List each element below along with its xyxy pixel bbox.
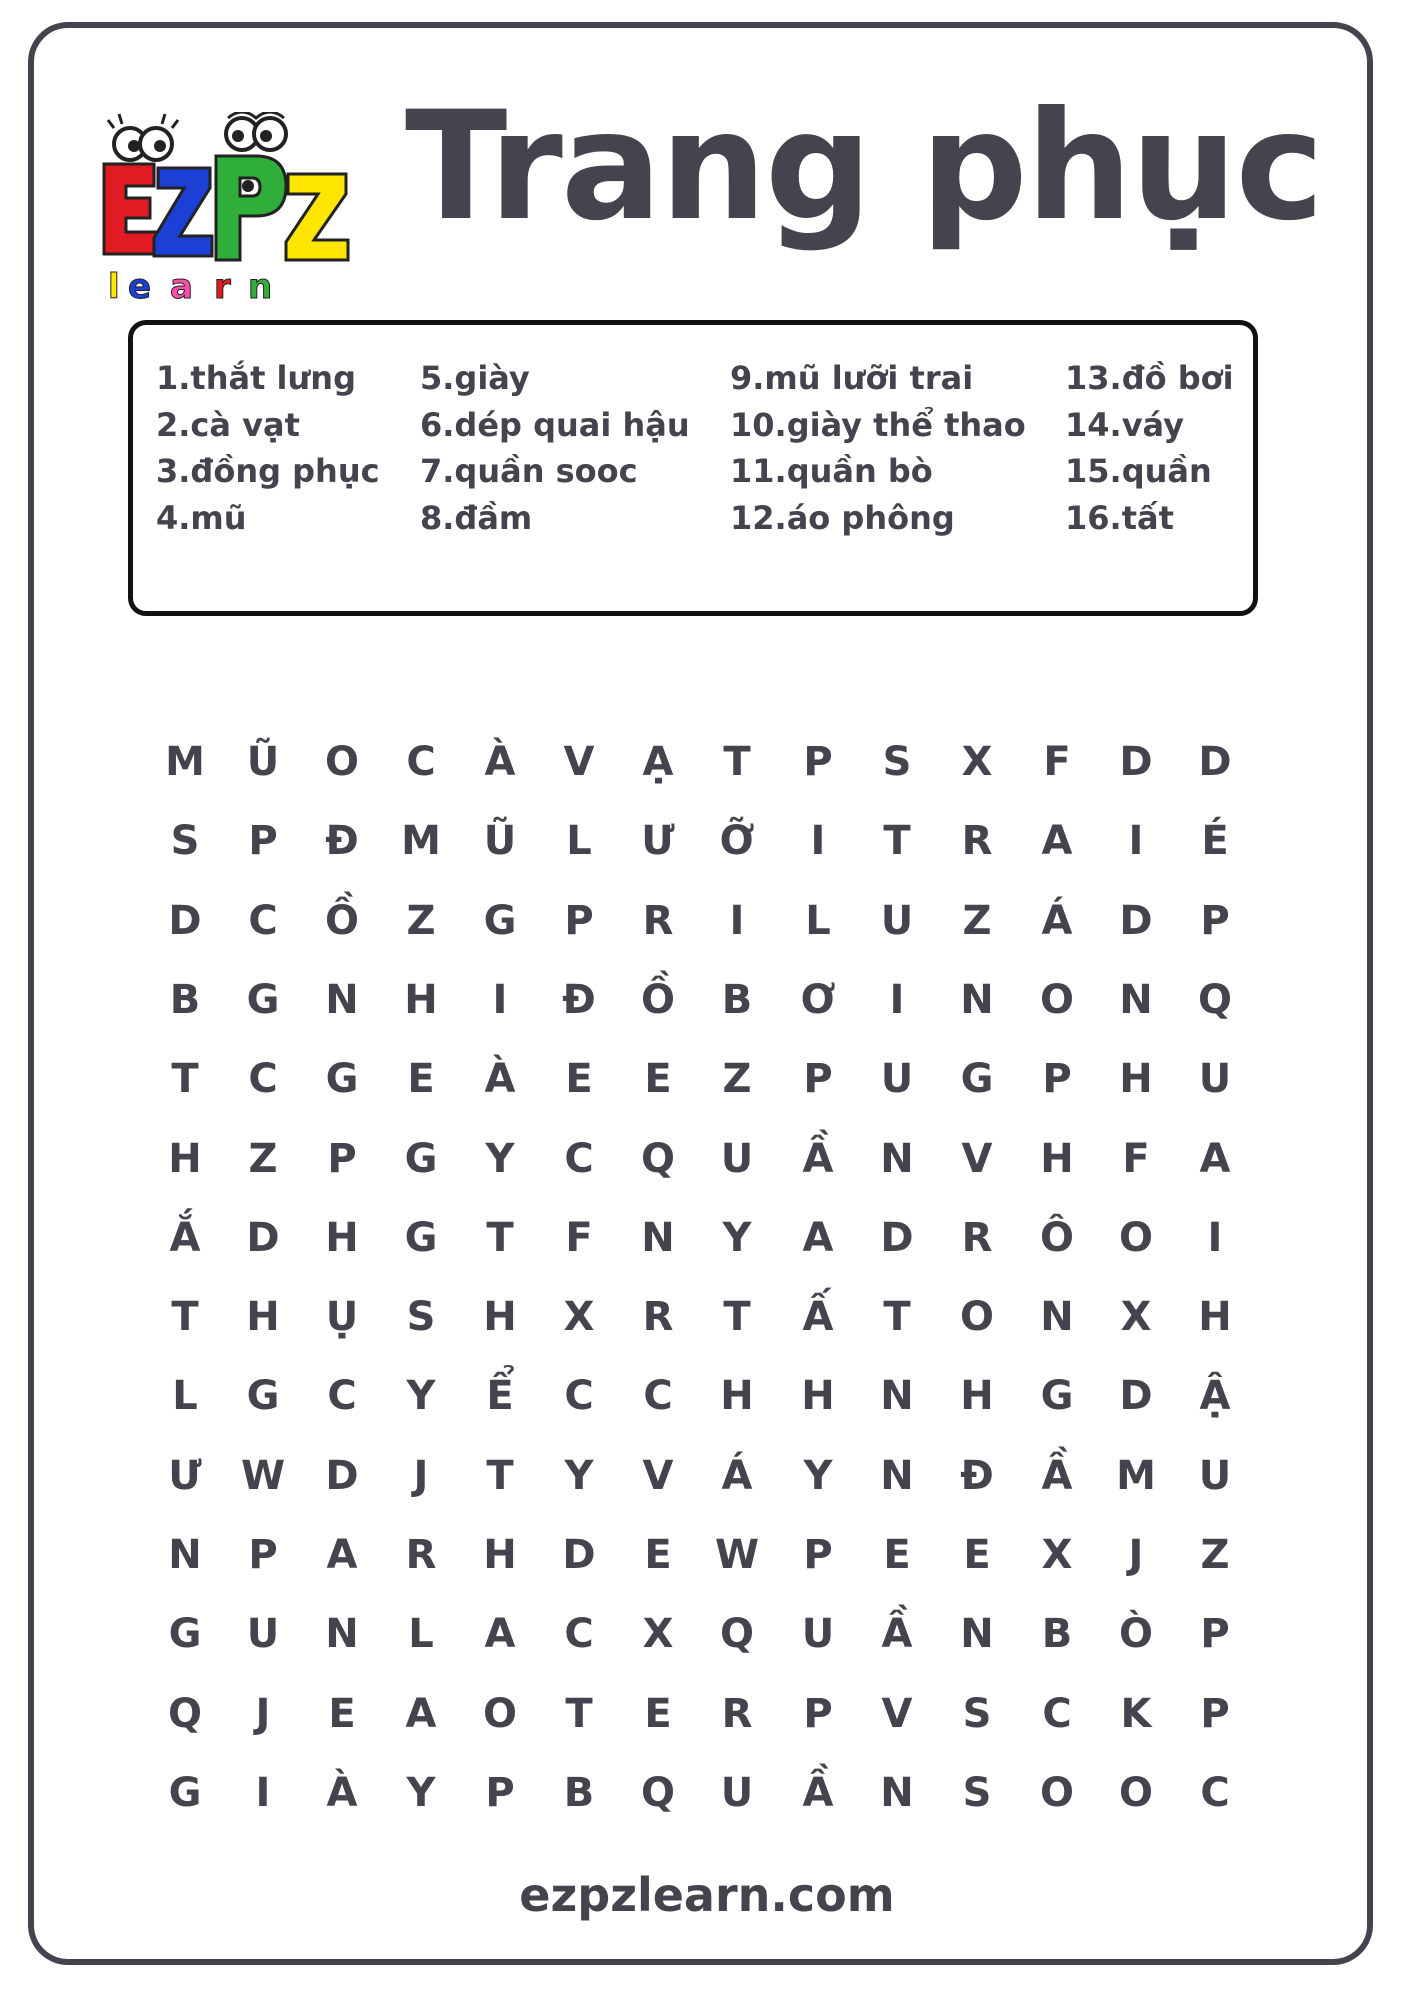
word-column-3 xyxy=(730,355,1026,541)
grid-cell[interactable]: V xyxy=(563,739,595,785)
grid-cell[interactable]: T xyxy=(883,1294,911,1341)
grid-cell[interactable]: A xyxy=(802,1214,834,1261)
grid-cell[interactable]: D xyxy=(246,1214,280,1261)
grid-cell[interactable]: B xyxy=(1041,1611,1073,1658)
grid-row xyxy=(150,1039,1250,1119)
grid-cell[interactable]: Ỡ xyxy=(719,818,755,865)
grid-cell[interactable]: P xyxy=(1042,1056,1072,1103)
grid-cell[interactable]: T xyxy=(171,1056,199,1103)
grid-cell[interactable]: N xyxy=(325,976,359,1023)
grid-row xyxy=(150,1356,1250,1436)
word-item: 14.váy xyxy=(1065,405,1185,444)
grid-cell[interactable]: G xyxy=(404,1214,438,1261)
grid-cell[interactable]: E xyxy=(963,1532,991,1578)
grid-cell[interactable]: N xyxy=(880,1452,914,1499)
grid-cell[interactable]: N xyxy=(960,976,994,1023)
grid-cell[interactable]: Z xyxy=(722,1056,752,1103)
grid-cell[interactable]: Ầ xyxy=(1041,1452,1073,1499)
grid-cell[interactable]: C xyxy=(248,897,278,944)
word-item: 16.tất xyxy=(1065,498,1174,537)
word-item: 3.đồng phục xyxy=(156,452,380,490)
grid-cell[interactable]: G xyxy=(246,976,280,1023)
svg-text:r: r xyxy=(214,267,231,302)
grid-cell[interactable]: Y xyxy=(406,1769,436,1816)
grid-cell[interactable]: E xyxy=(883,1532,911,1578)
grid-cell[interactable]: Ầ xyxy=(881,1611,913,1658)
grid-cell[interactable]: H xyxy=(1198,1294,1232,1341)
grid-cell[interactable]: Q xyxy=(719,1611,754,1658)
grid-cell[interactable]: Y xyxy=(722,1214,752,1261)
grid-cell[interactable]: U xyxy=(880,1056,914,1103)
grid-cell[interactable]: X xyxy=(642,1611,674,1658)
word-item: 6.dép quai hậu xyxy=(420,405,690,444)
grid-cell[interactable]: G xyxy=(325,1056,359,1103)
grid-cell[interactable]: R xyxy=(642,897,674,944)
grid-row xyxy=(150,1674,1250,1754)
grid-cell[interactable]: E xyxy=(644,1532,672,1578)
grid-cell[interactable]: I xyxy=(255,1769,271,1816)
grid-cell[interactable]: X xyxy=(961,739,993,785)
grid-cell[interactable]: Ắ xyxy=(169,1214,201,1261)
grid-cell[interactable]: E xyxy=(407,1056,435,1103)
grid-cell[interactable]: I xyxy=(810,818,826,865)
grid-cell[interactable]: A xyxy=(1041,818,1073,865)
grid-cell[interactable]: N xyxy=(880,1373,914,1420)
grid-cell[interactable]: O xyxy=(1039,976,1074,1023)
grid-cell[interactable]: Ạ xyxy=(642,739,674,785)
grid-cell[interactable]: Y xyxy=(406,1373,436,1420)
grid-cell[interactable]: S xyxy=(406,1294,436,1341)
grid-cell[interactable]: R xyxy=(961,1214,993,1261)
grid-row xyxy=(150,801,1250,881)
grid-cell[interactable]: Y xyxy=(564,1452,594,1499)
word-bank xyxy=(128,320,1258,616)
grid-cell[interactable]: T xyxy=(486,1452,514,1499)
grid-cell[interactable]: N xyxy=(1119,976,1153,1023)
grid-cell[interactable]: H xyxy=(325,1214,359,1261)
grid-cell[interactable]: Ồ xyxy=(324,897,359,944)
grid-cell[interactable]: R xyxy=(405,1532,437,1578)
word-item: 2.cà vạt xyxy=(156,405,300,444)
grid-cell[interactable]: O xyxy=(1118,1214,1153,1261)
footer-website: ezpzlearn.com xyxy=(519,1868,895,1922)
grid-cell[interactable]: Á xyxy=(721,1452,753,1499)
grid-cell[interactable]: O xyxy=(1118,1769,1153,1816)
grid-cell[interactable]: R xyxy=(961,818,993,865)
grid-cell[interactable]: N xyxy=(880,1135,914,1182)
grid-cell[interactable]: O xyxy=(959,1294,994,1341)
grid-cell[interactable]: H xyxy=(1040,1135,1074,1182)
grid-cell[interactable]: H xyxy=(404,976,438,1023)
grid-cell[interactable]: C xyxy=(1042,1690,1072,1737)
grid-cell[interactable]: O xyxy=(324,739,359,785)
grid-cell[interactable]: C xyxy=(564,1135,594,1182)
grid-cell[interactable]: Ầ xyxy=(802,1769,834,1816)
grid-cell[interactable]: G xyxy=(168,1611,202,1658)
grid-row xyxy=(150,1277,1250,1357)
grid-cell[interactable]: H xyxy=(246,1294,280,1341)
grid-cell[interactable]: E xyxy=(644,1690,672,1737)
grid-cell[interactable]: P xyxy=(803,1690,833,1737)
word-search-grid xyxy=(150,722,1250,1816)
grid-cell[interactable]: F xyxy=(1043,739,1071,785)
grid-cell[interactable]: G xyxy=(483,897,517,944)
word-item: 10.giày thể thao xyxy=(730,405,1026,444)
grid-cell[interactable]: H xyxy=(1119,1056,1153,1103)
grid-cell[interactable]: Q xyxy=(1197,976,1232,1023)
grid-cell[interactable]: D xyxy=(1119,897,1153,944)
grid-cell[interactable]: V xyxy=(642,1452,674,1499)
grid-row xyxy=(150,722,1250,802)
grid-row xyxy=(150,960,1250,1040)
grid-cell[interactable]: Ũ xyxy=(246,739,280,785)
grid-cell[interactable]: T xyxy=(486,1214,514,1261)
ezpz-learn-logo xyxy=(100,112,360,302)
grid-cell[interactable]: S xyxy=(882,739,912,785)
grid-cell[interactable]: Ụ xyxy=(325,1294,359,1341)
grid-cell[interactable]: L xyxy=(805,897,831,944)
grid-cell[interactable]: H xyxy=(960,1373,994,1420)
grid-cell[interactable]: P xyxy=(564,897,594,944)
grid-cell[interactable]: Ư xyxy=(168,1452,202,1499)
grid-row xyxy=(150,881,1250,961)
grid-cell[interactable]: C xyxy=(1200,1769,1230,1816)
grid-cell[interactable]: D xyxy=(562,1532,596,1578)
grid-cell[interactable]: C xyxy=(406,739,436,785)
grid-cell[interactable]: W xyxy=(240,1452,286,1499)
word-item: 9.mũ lưỡi trai xyxy=(730,359,974,397)
word-item: 15.quần xyxy=(1065,452,1212,490)
svg-text:e: e xyxy=(128,267,152,302)
grid-cell[interactable]: Ậ xyxy=(1199,1373,1231,1420)
grid-cell[interactable]: X xyxy=(563,1294,595,1341)
grid-row xyxy=(150,1436,1250,1516)
grid-cell[interactable]: P xyxy=(1200,1690,1230,1737)
grid-cell[interactable]: À xyxy=(484,739,516,785)
grid-cell[interactable]: Q xyxy=(167,1690,202,1737)
grid-cell[interactable]: F xyxy=(565,1214,593,1261)
grid-row xyxy=(150,1594,1250,1674)
grid-cell[interactable]: P xyxy=(803,739,833,785)
grid-cell[interactable]: T xyxy=(723,1294,751,1341)
grid-cell[interactable]: C xyxy=(643,1373,673,1420)
word-column-4 xyxy=(1065,355,1234,541)
grid-cell[interactable]: S xyxy=(962,1690,992,1737)
grid-cell[interactable]: G xyxy=(246,1373,280,1420)
grid-cell[interactable]: Đ xyxy=(325,818,359,865)
grid-cell[interactable]: U xyxy=(1198,1452,1232,1499)
word-item: 1.thắt lưng xyxy=(156,359,356,397)
grid-cell[interactable]: D xyxy=(325,1452,359,1499)
grid-cell[interactable]: D xyxy=(880,1214,914,1261)
grid-cell[interactable]: Y xyxy=(803,1452,833,1499)
word-column-1 xyxy=(156,355,380,541)
grid-cell[interactable]: H xyxy=(483,1294,517,1341)
grid-cell[interactable]: Á xyxy=(1041,897,1073,944)
grid-cell[interactable]: X xyxy=(1120,1294,1152,1341)
logo-eyes-left-icon xyxy=(108,114,178,160)
grid-cell[interactable]: C xyxy=(327,1373,357,1420)
grid-cell[interactable]: Ơ xyxy=(800,976,836,1023)
grid-cell[interactable]: Đ xyxy=(562,976,596,1023)
grid-cell[interactable]: V xyxy=(881,1690,913,1737)
grid-cell[interactable]: V xyxy=(961,1135,993,1182)
word-column-2 xyxy=(420,355,690,541)
grid-cell[interactable]: P xyxy=(1200,1611,1230,1658)
grid-cell[interactable]: P xyxy=(1200,897,1230,944)
word-item: 4.mũ xyxy=(156,498,247,537)
grid-cell[interactable]: Q xyxy=(640,1769,675,1816)
grid-cell[interactable]: E xyxy=(644,1056,672,1103)
grid-cell[interactable]: I xyxy=(1128,818,1144,865)
grid-cell[interactable]: M xyxy=(1116,1452,1156,1499)
grid-cell[interactable]: Ầ xyxy=(802,1135,834,1182)
grid-cell[interactable]: Đ xyxy=(960,1452,994,1499)
grid-cell[interactable]: Ò xyxy=(1118,1611,1153,1658)
grid-cell[interactable]: O xyxy=(1039,1769,1074,1816)
grid-cell[interactable]: N xyxy=(880,1769,914,1816)
grid-cell[interactable]: N xyxy=(1040,1294,1074,1341)
grid-cell[interactable]: D xyxy=(168,897,202,944)
grid-cell[interactable]: G xyxy=(1040,1373,1074,1420)
svg-text:l: l xyxy=(108,267,120,302)
word-item: 8.đầm xyxy=(420,498,533,537)
grid-cell[interactable]: Ồ xyxy=(640,976,675,1023)
grid-cell[interactable]: P xyxy=(485,1769,515,1816)
grid-cell[interactable]: A xyxy=(405,1690,437,1737)
grid-cell[interactable]: L xyxy=(172,1373,198,1420)
grid-cell[interactable]: U xyxy=(1198,1056,1232,1103)
grid-cell[interactable]: À xyxy=(484,1056,516,1103)
grid-cell[interactable]: W xyxy=(714,1532,760,1578)
grid-cell[interactable]: R xyxy=(721,1690,753,1737)
grid-cell[interactable]: P xyxy=(803,1056,833,1103)
grid-cell[interactable]: Z xyxy=(962,897,992,944)
grid-cell[interactable]: L xyxy=(566,818,592,865)
grid-cell[interactable]: J xyxy=(255,1690,271,1737)
grid-cell[interactable]: C xyxy=(564,1373,594,1420)
grid-cell[interactable]: P xyxy=(803,1532,833,1578)
grid-cell[interactable]: U xyxy=(880,897,914,944)
grid-cell[interactable]: B xyxy=(721,976,753,1023)
grid-cell[interactable]: Ũ xyxy=(483,818,517,865)
grid-cell[interactable]: U xyxy=(246,1611,280,1658)
grid-cell[interactable]: É xyxy=(1201,818,1229,865)
grid-cell[interactable]: Z xyxy=(1200,1532,1230,1578)
grid-cell[interactable]: E xyxy=(328,1690,356,1737)
grid-cell[interactable]: T xyxy=(171,1294,199,1341)
grid-cell[interactable]: M xyxy=(401,818,441,865)
grid-cell[interactable]: X xyxy=(1041,1532,1073,1578)
grid-cell[interactable]: N xyxy=(168,1532,202,1578)
grid-cell[interactable]: M xyxy=(165,739,205,785)
grid-row xyxy=(150,1198,1250,1278)
grid-cell[interactable]: Y xyxy=(485,1135,515,1182)
word-item: 5.giày xyxy=(420,359,530,397)
grid-cell[interactable]: H xyxy=(720,1373,754,1420)
grid-cell[interactable]: I xyxy=(889,976,905,1023)
grid-cell[interactable]: C xyxy=(248,1056,278,1103)
grid-cell[interactable]: T xyxy=(883,818,911,865)
grid-cell[interactable]: I xyxy=(492,976,508,1023)
grid-cell[interactable]: À xyxy=(326,1769,358,1816)
grid-cell[interactable]: D xyxy=(1198,739,1232,785)
grid-cell[interactable]: J xyxy=(1128,1532,1144,1578)
grid-cell[interactable]: Q xyxy=(640,1135,675,1182)
grid-cell[interactable]: K xyxy=(1120,1690,1152,1737)
grid-cell[interactable]: L xyxy=(408,1611,434,1658)
grid-cell[interactable]: B xyxy=(563,1769,595,1816)
grid-cell[interactable]: T xyxy=(565,1690,593,1737)
grid-cell[interactable]: D xyxy=(1119,739,1153,785)
grid-cell[interactable]: N xyxy=(641,1214,675,1261)
grid-cell[interactable]: Ô xyxy=(1039,1214,1074,1261)
word-item: 7.quần sooc xyxy=(420,452,638,490)
grid-cell[interactable]: P xyxy=(248,818,278,865)
grid-cell[interactable]: A xyxy=(484,1611,516,1658)
grid-cell[interactable]: N xyxy=(960,1611,994,1658)
grid-cell[interactable]: U xyxy=(720,1769,754,1816)
grid-cell[interactable]: A xyxy=(326,1532,358,1578)
grid-cell[interactable]: H xyxy=(168,1135,202,1182)
logo-eyes-right-icon xyxy=(226,112,286,150)
grid-cell[interactable]: N xyxy=(325,1611,359,1658)
page-title: Trang phục xyxy=(405,80,1323,254)
grid-cell[interactable]: E xyxy=(565,1056,593,1103)
word-item: 13.đồ bơi xyxy=(1065,359,1234,397)
grid-cell[interactable]: Ấ xyxy=(802,1294,834,1341)
grid-cell[interactable]: G xyxy=(404,1135,438,1182)
grid-cell[interactable]: F xyxy=(1122,1135,1150,1182)
grid-row xyxy=(150,1119,1250,1199)
grid-cell[interactable]: T xyxy=(723,739,751,785)
grid-cell[interactable]: P xyxy=(248,1532,278,1578)
grid-cell[interactable]: U xyxy=(801,1611,835,1658)
grid-cell[interactable]: S xyxy=(170,818,200,865)
grid-cell[interactable]: A xyxy=(1199,1135,1231,1182)
grid-cell[interactable]: G xyxy=(168,1769,202,1816)
grid-cell[interactable]: P xyxy=(327,1135,357,1182)
grid-cell[interactable]: B xyxy=(169,976,201,1023)
grid-row xyxy=(150,1515,1250,1595)
grid-cell[interactable]: G xyxy=(960,1056,994,1103)
grid-cell[interactable]: O xyxy=(482,1690,517,1737)
svg-text:a: a xyxy=(170,267,193,302)
grid-row xyxy=(150,1753,1250,1833)
grid-cell[interactable]: Z xyxy=(406,897,436,944)
grid-cell[interactable]: R xyxy=(642,1294,674,1341)
grid-cell[interactable]: Z xyxy=(248,1135,278,1182)
grid-cell[interactable]: C xyxy=(564,1611,594,1658)
grid-cell[interactable]: S xyxy=(962,1769,992,1816)
grid-cell[interactable]: I xyxy=(1207,1214,1223,1261)
grid-cell[interactable]: I xyxy=(729,897,745,944)
word-item: 11.quần bò xyxy=(730,452,933,490)
grid-cell[interactable]: D xyxy=(1119,1373,1153,1420)
grid-cell[interactable]: J xyxy=(413,1452,429,1499)
grid-cell[interactable]: Ư xyxy=(641,818,675,865)
grid-cell[interactable]: Ể xyxy=(486,1373,514,1420)
grid-cell[interactable]: H xyxy=(801,1373,835,1420)
grid-cell[interactable]: H xyxy=(483,1532,517,1578)
word-item: 12.áo phông xyxy=(730,498,955,537)
svg-text:n: n xyxy=(248,267,273,302)
grid-cell[interactable]: U xyxy=(720,1135,754,1182)
